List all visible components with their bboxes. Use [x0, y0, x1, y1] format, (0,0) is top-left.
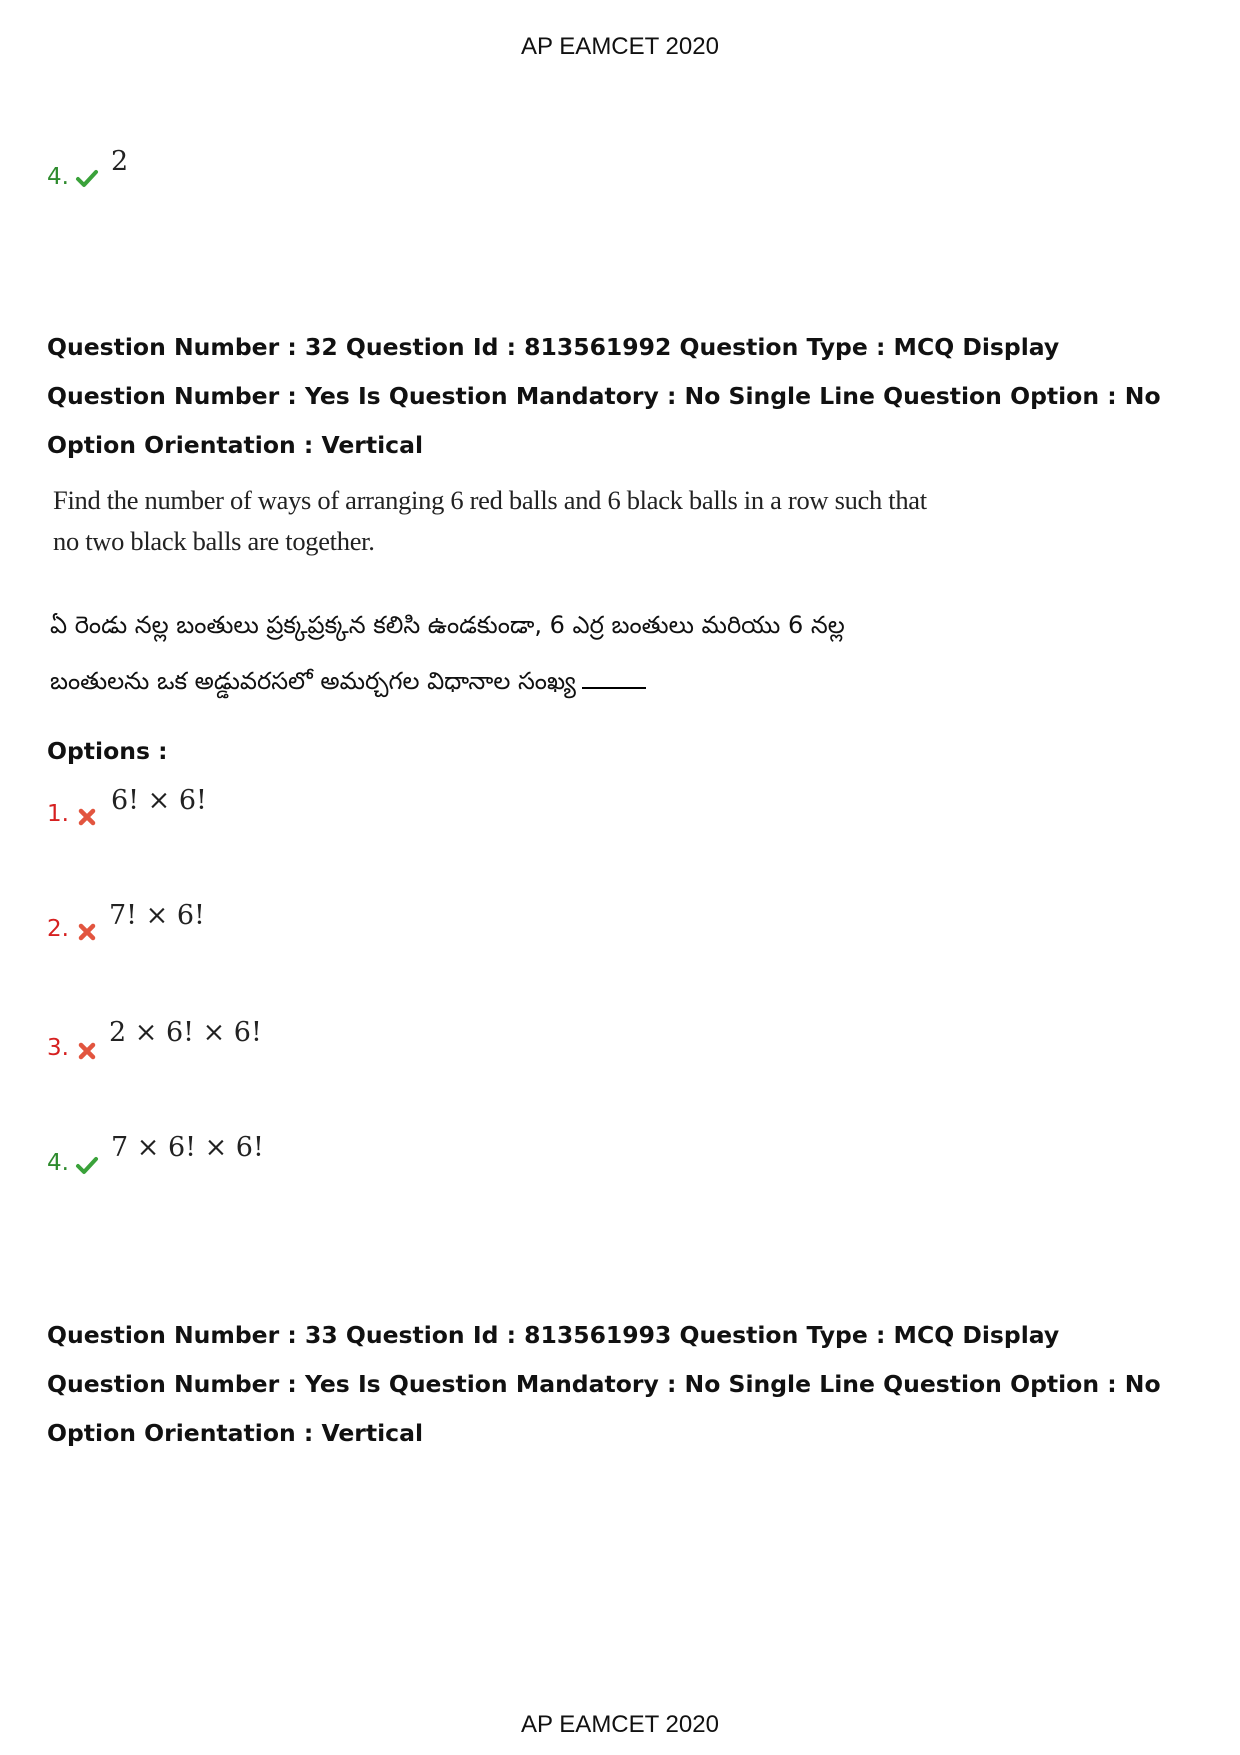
options-label: Options : [47, 737, 168, 765]
question-33-meta: Question Number : 33 Question Id : 813561993 Question Type : MCQ Display Question Number : Yes Is Question Mandatory : No Single Line Question Option : No Option Orientation : Vertical [47, 1321, 1161, 1447]
option-number: 4. [47, 1150, 69, 1176]
telugu-text: ఏ రెండు నల్ల బంతులు ప్రక్కప్రక్కన కలిసి ఉండకుండా, 6 ఎర్ర బంతులు మరియు 6 నల్ల బంతులను ఒక అడ్డువరసలో అమర్చగల విధానాల సంఖ్య [50, 611, 845, 695]
option-value: 6! × 6! [111, 785, 207, 816]
option-value: 7! × 6! [109, 900, 205, 931]
option-number: 3. [47, 1035, 69, 1061]
check-icon [75, 1153, 99, 1177]
check-icon [75, 166, 99, 190]
option-value: 7 × 6! × 6! [111, 1132, 264, 1163]
page-header: AP EAMCET 2020 [521, 33, 719, 60]
cross-icon [75, 1039, 99, 1063]
option-number: 1. [47, 801, 69, 827]
option-number: 2. [47, 916, 69, 942]
cross-icon [75, 805, 99, 829]
answer-blank [582, 667, 646, 689]
option-number: 4. [47, 164, 69, 190]
option-value: 2 × 6! × 6! [109, 1017, 262, 1048]
question-32-text-english: Find the number of ways of arranging 6 red balls and 6 black balls in a row such that no two black balls are together. [53, 485, 927, 556]
question-32-text-telugu [50, 597, 950, 709]
cross-icon [75, 920, 99, 944]
option-value: 2 [111, 146, 129, 177]
question-32-meta: Question Number : 32 Question Id : 813561992 Question Type : MCQ Display Question Number : Yes Is Question Mandatory : No Single Line Question Option : No Option Orientation : Vertical [47, 333, 1161, 459]
page-footer: AP EAMCET 2020 [521, 1711, 719, 1738]
